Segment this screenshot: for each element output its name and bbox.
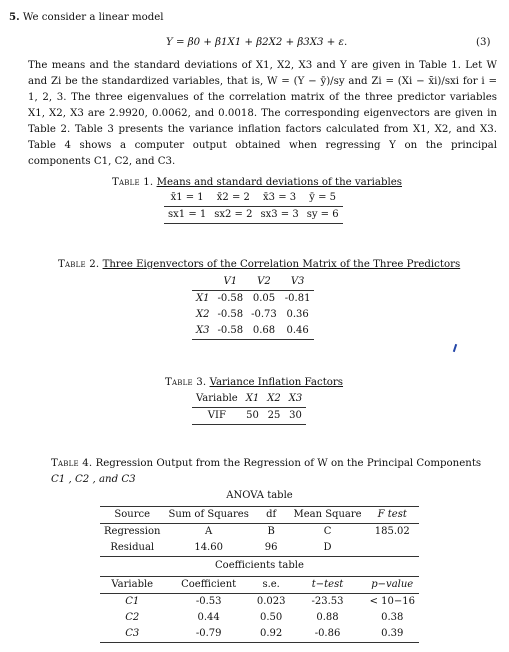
table-section-row — [100, 557, 419, 577]
table-header-cell: X2 — [263, 391, 284, 408]
table-header-cell: df — [253, 507, 290, 524]
pen-mark — [453, 344, 457, 352]
table-cell: x̄2 = 2 — [216, 192, 250, 203]
table-cell: 0.44 — [197, 612, 220, 623]
table-cell: x̄1 = 1 — [170, 192, 204, 203]
table-cell: -0.79 — [195, 628, 222, 639]
problem-number: 5. — [9, 11, 20, 23]
table4-title-cont: C1 , C2 , and C3 — [51, 474, 136, 485]
table-row — [100, 524, 419, 541]
table-cell: 50 — [246, 410, 259, 421]
table-header-cell: V2 — [247, 274, 281, 291]
table-cell: VIF — [207, 410, 226, 421]
table-cell: 0.05 — [252, 293, 276, 304]
table-header-cell: V3 — [281, 274, 315, 291]
table-header-cell: Variable — [100, 577, 164, 594]
table-cell: -0.58 — [217, 309, 244, 320]
table-row — [164, 207, 343, 224]
table-cell: -0.58 — [217, 325, 244, 336]
table3-label: Table 3. — [165, 377, 207, 388]
table-cell: X2 — [196, 309, 210, 320]
table-header-cell: Coefficient — [164, 577, 252, 594]
table4-title: Regression Output from the Regression of W on the Principal Components — [95, 458, 482, 469]
table1-title: Means and standard deviations of the variables — [156, 177, 402, 188]
table-cell: C1 — [125, 596, 140, 607]
table-header-cell: V1 — [213, 274, 247, 291]
table-header-row — [100, 507, 419, 524]
table-row — [100, 626, 419, 643]
table-cell: ȳ = 5 — [309, 192, 337, 203]
table-row — [100, 540, 419, 557]
table-cell: 0.88 — [316, 612, 339, 623]
table-cell: 14.60 — [194, 542, 223, 553]
model-equation: Y = β0 + β1X1 + β2X2 + β3X3 + ε. — [166, 37, 348, 48]
table-row — [192, 307, 314, 323]
table-cell: 0.38 — [381, 612, 404, 623]
table-header-cell — [192, 274, 213, 291]
table2-caption — [58, 259, 460, 270]
problem-intro-line — [9, 9, 164, 26]
table1-caption — [112, 177, 402, 188]
table-section-row — [100, 488, 419, 507]
table-cell: 0.46 — [286, 325, 309, 336]
table-header-cell: s.e. — [253, 577, 290, 594]
table-cell: sx1 = 1 — [168, 209, 207, 220]
table-cell: 0.023 — [256, 596, 286, 607]
table-cell: B — [267, 526, 275, 537]
table-cell: sx2 = 2 — [214, 209, 253, 220]
table-cell: 30 — [289, 410, 302, 421]
table-cell: Regression — [104, 526, 161, 537]
table4-label: Table 4. — [51, 458, 93, 469]
table-row — [192, 291, 314, 308]
table-cell: X1 — [196, 293, 210, 304]
table-cell: x̄3 = 3 — [263, 192, 297, 203]
table-cell: 0.39 — [381, 628, 404, 639]
table3-caption — [165, 377, 343, 388]
table-cell: D — [323, 542, 332, 553]
table-cell: -0.81 — [284, 293, 311, 304]
table1-label: Table 1. — [112, 177, 154, 188]
table2 — [192, 274, 314, 340]
table-header-cell: X3 — [285, 391, 306, 408]
table-header-cell: Sum of Squares — [164, 507, 252, 524]
table-header-cell: Variable — [192, 391, 242, 408]
table-header-cell: F test — [366, 507, 419, 524]
table-cell: -0.58 — [217, 293, 244, 304]
table-cell: -0.73 — [251, 309, 277, 320]
table-cell: 185.02 — [374, 526, 410, 537]
table-header-cell: X1 — [242, 391, 263, 408]
table2-title: Three Eigenvectors of the Correlation Matrix of the Three Predictors — [102, 259, 461, 270]
equation-number: (3) — [476, 37, 491, 48]
table4-caption — [51, 458, 481, 469]
table-cell: 0.92 — [260, 628, 283, 639]
table-header-row — [192, 391, 306, 408]
table2-label: Table 2. — [58, 259, 100, 270]
table-cell: 0.36 — [286, 309, 309, 320]
problem-paragraph: The means and the standard deviations of X1, X2, X3 and Y are given in Table 1. Let W and Zi be the standardized variables, that is, W = (Y − ȳ)/sy and Zi = (Xi − x̄i)/sxi for i = 1, 2, 3. The three eigenvalues of the correlation matrix of the three predictor variables X1, X2, X3 are 2.9920, 0.0062, and 0.0018. The corresponding eigenvectors are given in Table 2. Table 3 presents the variance inflation factors calculated from X1, X2, and X3. Table 4 shows a computer output obtained when regressing Y on the principal components C1, C2, and C3. — [28, 60, 497, 167]
table-cell: 25 — [267, 410, 281, 421]
table-cell — [366, 540, 419, 557]
table-cell: -0.53 — [195, 596, 222, 607]
table-header-row — [100, 577, 419, 594]
table-cell: A — [205, 526, 213, 537]
table-cell: sx3 = 3 — [260, 209, 299, 220]
table-row — [192, 408, 306, 425]
table-cell: C3 — [125, 628, 140, 639]
table-cell: C2 — [125, 612, 140, 623]
anova-title: ANOVA table — [100, 488, 419, 507]
table-header-row — [192, 274, 314, 291]
table-header-cell: p−value — [366, 577, 419, 594]
table-cell: 0.68 — [252, 325, 276, 336]
coefficients-title: Coefficients table — [100, 557, 419, 577]
table-header-cell: Mean Square — [289, 507, 365, 524]
table4 — [100, 488, 419, 643]
table-cell: -0.86 — [314, 628, 341, 639]
table-row — [164, 190, 343, 207]
table-header-cell: t−test — [289, 577, 365, 594]
table3 — [192, 391, 306, 425]
table-cell: C — [323, 526, 332, 537]
table-header-cell: Source — [100, 507, 164, 524]
table-row — [100, 594, 419, 611]
table-row — [192, 323, 314, 340]
table3-title: Variance Inflation Factors — [209, 377, 344, 388]
table-cell: Residual — [110, 542, 155, 553]
problem-intro: We consider a linear model — [22, 12, 164, 23]
table-row — [100, 610, 419, 626]
table1 — [164, 190, 343, 224]
table-cell: sy = 6 — [306, 209, 339, 220]
table-cell: 0.50 — [260, 612, 283, 623]
table-cell: X3 — [196, 325, 210, 336]
table-cell: 96 — [264, 542, 278, 553]
table-cell: < 10−16 — [369, 596, 415, 607]
table-cell: -23.53 — [311, 596, 344, 607]
